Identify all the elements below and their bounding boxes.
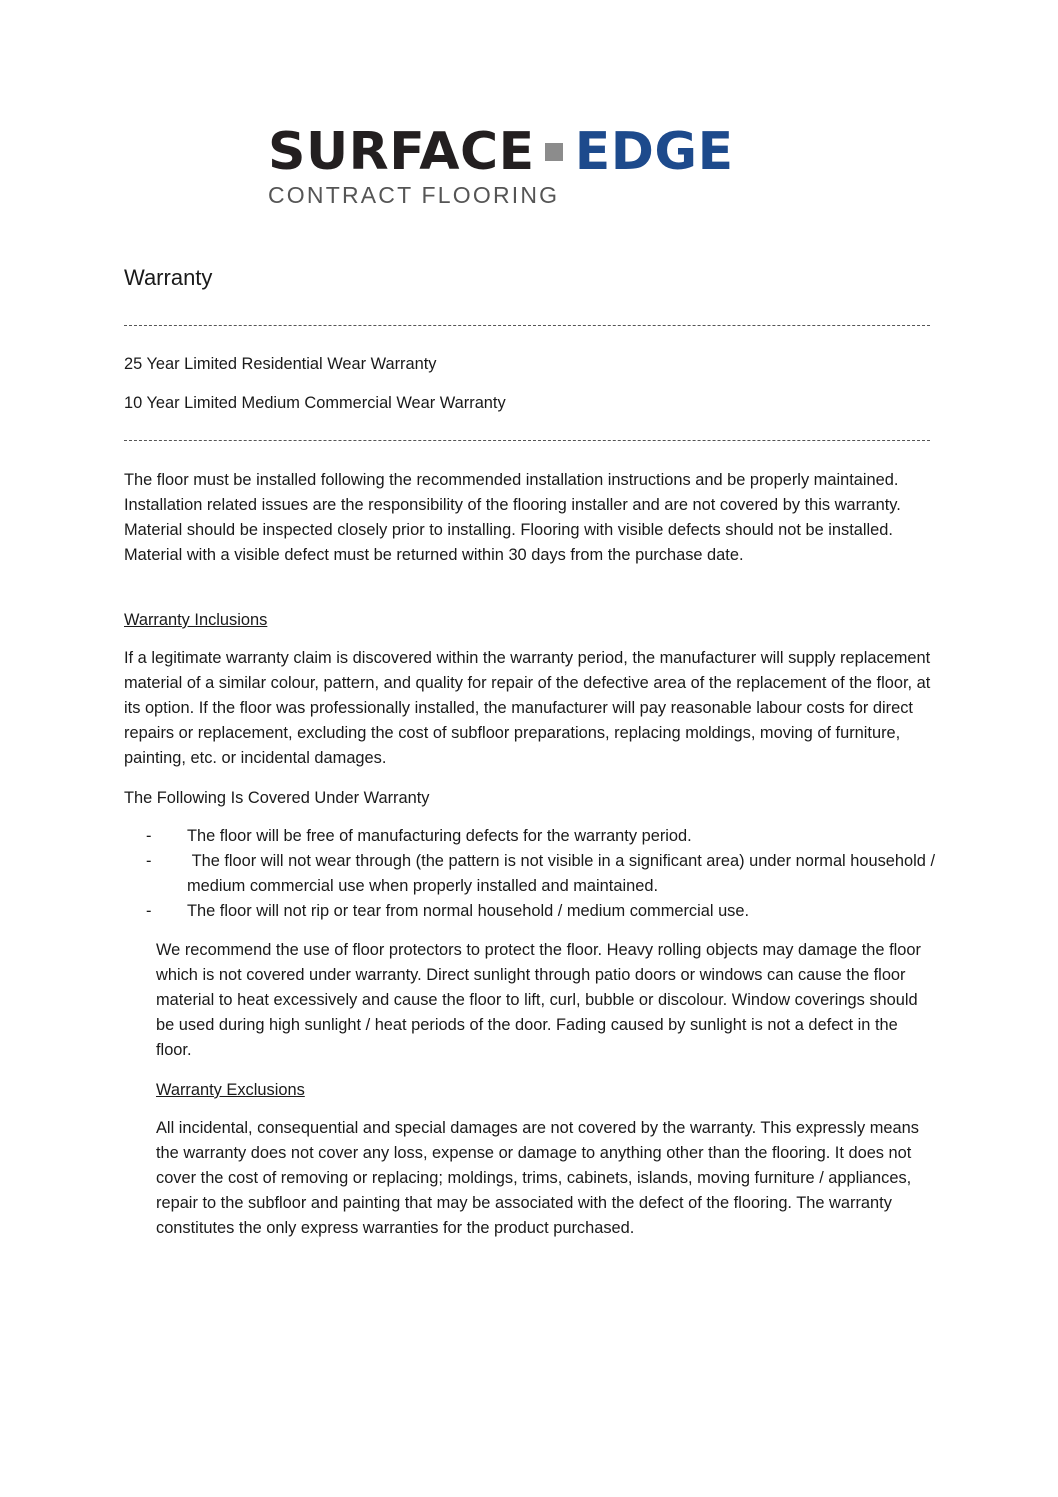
covered-heading: The Following Is Covered Under Warranty (124, 789, 430, 807)
list-item-text: The floor will be free of manufacturing defects for the warranty period. (187, 827, 692, 845)
bullet-dash: - (146, 827, 152, 845)
list-item (146, 824, 936, 849)
logo-tagline: CONTRACT FLOORING (268, 182, 560, 208)
inclusions-paragraph: If a legitimate warranty claim is discovered within the warranty period, the manufacturer will supply replacement material of a similar colour, pattern, and quality for repair of the defective area of the replacement of the floor, at its option. If the floor was professionally installed, the manufacturer will pay reasonable labour costs for direct repairs or replacement, excluding the cost of subfloor preparations, replacing moldings, moving of furniture, painting, etc. or incidental damages. (124, 649, 931, 767)
list-item (146, 849, 940, 899)
page-title: Warranty (124, 265, 213, 290)
warranty-commercial: 10 Year Limited Medium Commercial Wear Warranty (124, 394, 506, 412)
intro-paragraph: The floor must be installed following the recommended installation instructions and be properly maintained. Installation related issues are the responsibility of the flooring installer and are not covered by this warranty. Material should be inspected closely prior to installing. Flooring with visible defects should not be installed. Material with a visible defect must be returned within 30 days from the purchase date. (124, 471, 901, 564)
divider-bottom (124, 440, 930, 441)
logo-separator-square (545, 143, 563, 161)
list-item-text: The floor will not rip or tear from normal household / medium commercial use. (187, 902, 750, 920)
divider-top (124, 325, 930, 326)
covered-list (146, 824, 940, 924)
bullet-dash: - (146, 902, 152, 920)
bullet-dash: - (146, 852, 152, 870)
exclusions-heading: Warranty Exclusions (156, 1081, 305, 1099)
company-logo (268, 124, 808, 209)
recommendation-paragraph: We recommend the use of floor protectors to protect the floor. Heavy rolling objects may damage the floor which is not covered under warranty. Direct sunlight through patio doors or windows can cause the floor material to heat excessively and cause the floor to lift, curl, bubble or discolour. Window coverings should be used during high sunlight / heat periods of the door. Fading caused by sunlight is not a defect in the floor. (156, 941, 921, 1059)
list-item-text: The floor will not wear through (the pattern is not visible in a significant area) under normal household / medium commercial use when properly installed and maintained. (187, 852, 940, 895)
exclusions-paragraph: All incidental, consequential and special damages are not covered by the warranty. This expressly means the warranty does not cover any loss, expense or damage to anything other than the flooring. It does not cover the cost of removing or replacing; moldings, trims, cabinets, islands, moving furniture / appliances, repair to the subfloor and painting that may be associated with the defect of the flooring. The warranty constitutes the only express warranties for the product purchased. (156, 1119, 919, 1237)
logo-brand-right: EDGE (574, 122, 734, 182)
inclusions-heading: Warranty Inclusions (124, 611, 268, 629)
list-item (146, 899, 936, 924)
logo-brand-left: SURFACE (268, 122, 535, 182)
warranty-residential: 25 Year Limited Residential Wear Warranty (124, 355, 437, 373)
logo-wordmark (268, 124, 808, 180)
